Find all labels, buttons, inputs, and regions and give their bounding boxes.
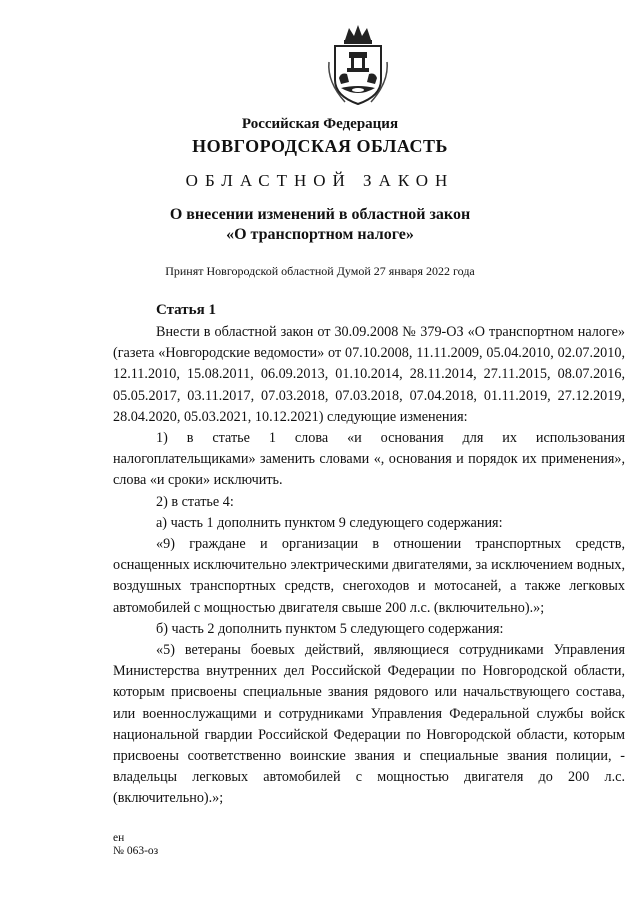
adoption-note: Принят Новгородской областной Думой 27 января 2022 года	[165, 264, 475, 278]
footer-initials: ен	[113, 832, 125, 844]
paragraph: а) часть 1 дополнить пунктом 9 следующего содержания:	[156, 514, 503, 531]
document-type: ОБЛАСТНОЙ ЗАКОН	[185, 171, 455, 190]
federation-heading: Российская Федерация	[241, 116, 399, 132]
article-heading: Статья 1	[156, 302, 216, 318]
paragraph: 2) в статье 4:	[156, 493, 234, 510]
region-heading: НОВГОРОДСКАЯ ОБЛАСТЬ	[192, 136, 448, 156]
paragraph: Внести в областной закон от 30.09.2008 № 379-ОЗ «О транспортном налоге» (газета «Новгородские ведомости» от 07.10.2008, 11.11.2009, 05.04.2010, 02.07.2010, 12.11.2010, 15.08.2011, 06.09.2013, 01.10.2014, 28.11.2014, 27.11.2015, 08.07.2016, 05.05.2017, 03.11.2017, 07.03.2018, 07.03.2018, 07.04.2018, 01.11.2019, 27.12.2019, 28.04.2020, 05.03.2021, 10.12.2021) следующие изменения:	[113, 324, 625, 425]
coat-of-arms-icon	[325, 22, 391, 106]
document-title	[0, 205, 640, 245]
title-line-1: О внесении изменений в областной закон	[169, 206, 471, 223]
article-body	[113, 322, 625, 810]
footer-mark	[113, 832, 158, 858]
paragraph: б) часть 2 дополнить пунктом 5 следующего содержания:	[156, 620, 504, 637]
paragraph: 1) в статье 1 слова «и основания для их использования налогоплательщиками» заменить словами «, основания и порядок их применения», слова «и сроки» исключить.	[113, 430, 625, 489]
title-line-2: «О транспортном налоге»	[226, 226, 414, 243]
footer-number: № 063-оз	[113, 845, 159, 857]
paragraph: «9) граждане и организации в отношении транспортных средств, оснащенных исключительно электрическими двигателями, за исключением водных, воздушных транспортных средств, снегоходов и мотосаней, а также легковых автомобилей с мощностью двигателя свыше 200 л.с. (включительно).»;	[113, 536, 625, 616]
paragraph: «5) ветераны боевых действий, являющиеся сотрудниками Управления Министерства внутренних дел Российской Федерации по Новгородской области, которым присвоены специальные звания рядового или начальствующего состава, или военнослужащими и сотрудниками Управления Федеральной службы войск национальной гвардии Российской Федерации по Новгородской области, которым присвоены соответственно воинские звания и специальные звания полиции, - владельцы легковых автомобилей с мощностью двигателя до 200 л.с. (включительно).»;	[113, 642, 625, 807]
